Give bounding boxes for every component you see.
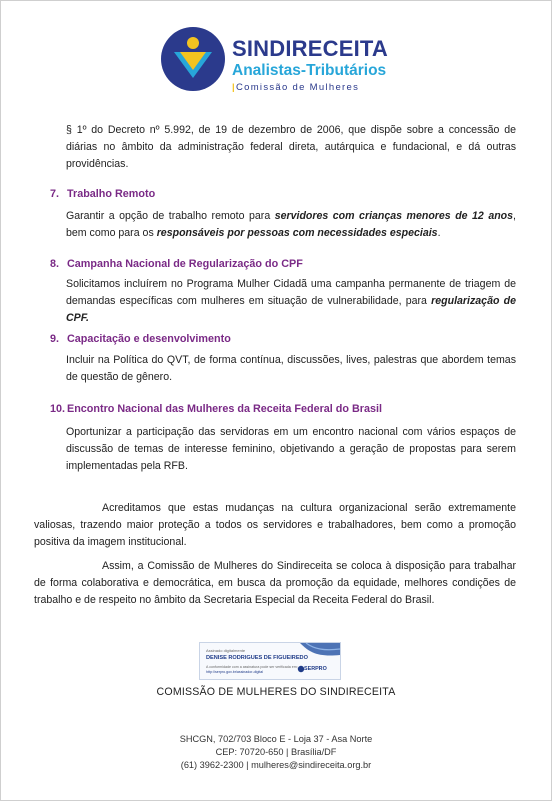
emphasis-text: regularização de CPF. xyxy=(66,295,516,324)
committee-signature-line: COMISSÃO DE MULHERES DO SINDIRECEITA xyxy=(156,686,396,698)
serpro-brand: SERPRO xyxy=(304,666,327,672)
section-heading-7 xyxy=(50,188,155,200)
body-text: . xyxy=(437,227,441,239)
org-commission-text: Comissão de Mulheres xyxy=(235,82,360,93)
footer-address: SHCGN, 702/703 Bloco E - Loja 37 - Asa Norte xyxy=(179,734,373,744)
closing-paragraph-1: Acreditamos que estas mudanças na cultura organizacional serão extremamente valiosas, trazendo maior proteção a todos os servidores e trabalhadores, bem como a promoção positiva da imagem institucional. xyxy=(34,502,516,548)
emphasis-text: responsáveis por pessoas com necessidades especiais xyxy=(156,227,438,239)
section-body-10: Oportunizar a participação das servidoras em um encontro nacional com vários espaços de discussão de temas de interesse feminino, objetivando a geração de propostas para serem implementadas pela RFB. xyxy=(66,426,516,472)
section-title: Encontro Nacional das Mulheres da Receita Federal do Brasil xyxy=(67,403,383,415)
digital-signature-stamp xyxy=(199,642,341,680)
org-name: SINDIRECEITA xyxy=(232,36,389,61)
section-number: 7. xyxy=(50,188,60,200)
section-body-9: Incluir na Política do QVT, de forma contínua, discussões, lives, palestras que abordem temas de questão de gênero. xyxy=(66,354,516,383)
body-text: Solicitamos incluírem no Programa Mulher Cidadã uma campanha permanente de triagem de demandas específicas com mulheres em situação de vulnerabilidade, para xyxy=(66,278,516,307)
section-heading-8 xyxy=(50,258,303,270)
footer-cep: CEP: 70720-650 | Brasília/DF xyxy=(215,747,337,757)
section-title: Campanha Nacional de Regularização do CPF xyxy=(67,258,303,270)
section-body-7 xyxy=(66,208,516,242)
org-commission xyxy=(232,82,359,93)
sindireceita-emblem-icon xyxy=(160,26,226,92)
section-number: 10. xyxy=(50,403,66,415)
emphasis-text: servidores com crianças menores de 12 anos xyxy=(274,210,514,222)
footer-contact: (61) 3962-2300 | mulheres@sindireceita.org.br xyxy=(180,760,372,770)
logo-bar: | xyxy=(232,82,236,93)
closing-paragraph-2: Assim, a Comissão de Mulheres do Sindireceita se coloca à disposição para trabalhar de forma colaborativa e democrática, em busca da promoção da equidade, melhores condições de trabalho e de respeito no âmbito da Secretaria Especial da Receita Federal do Brasil. xyxy=(34,560,516,606)
stamp-signer: DENISE RODRIGUES DE FIGUEIREDO xyxy=(206,655,308,661)
org-subtitle: Analistas-Tributários xyxy=(232,62,387,79)
stamp-verify-text: A conformidade com a assinatura pode ser verificada em: xyxy=(206,665,298,669)
section-number: 8. xyxy=(50,258,60,270)
section-number: 9. xyxy=(50,333,60,345)
intro-paragraph: § 1º do Decreto nº 5.992, de 19 de dezembro de 2006, que dispõe sobre a concessão de diárias no âmbito da administração federal direta, autárquica e fundacional, e dá outras providências. xyxy=(66,124,516,170)
body-text: , bem como para os xyxy=(66,210,516,239)
stamp-url: http://serpro.gov.br/assinador-digital xyxy=(206,670,264,674)
section-title: Capacitação e desenvolvimento xyxy=(67,333,231,345)
stamp-label: Assinado digitalmente xyxy=(206,648,246,653)
body-text: Garantir a opção de trabalho remoto para xyxy=(66,210,275,222)
section-heading-10 xyxy=(50,403,382,415)
section-body-8 xyxy=(66,276,516,327)
section-title: Trabalho Remoto xyxy=(67,188,156,200)
section-heading-9 xyxy=(50,333,231,345)
sindireceita-logo xyxy=(160,26,390,92)
